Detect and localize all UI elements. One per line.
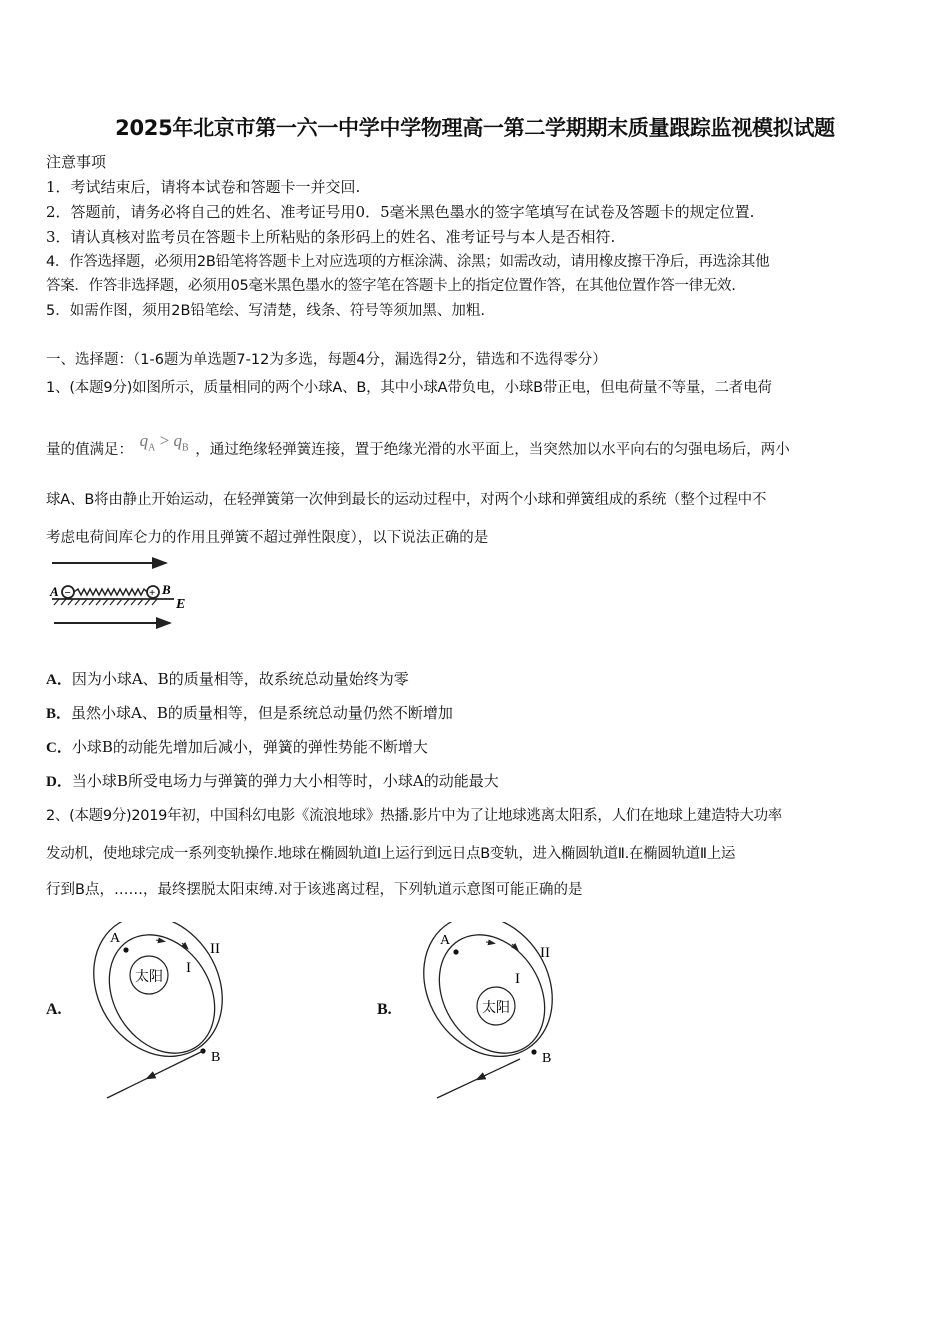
point-a: [453, 949, 458, 954]
svg-text:B: B: [542, 1051, 552, 1066]
question-1-line-2-start: 量的值满足：: [46, 442, 133, 458]
notice-heading: 注意事项: [46, 153, 107, 171]
svg-text:A: A: [110, 931, 121, 946]
question-1-line-2-end: ，通过绝缘轻弹簧连接，置于绝缘光滑的水平面上，当突然加以水平向右的匀强电场后，两小: [195, 442, 790, 458]
svg-text:A: A: [50, 584, 59, 599]
svg-text:I: I: [186, 960, 191, 976]
orbit-diagram-b: [420, 922, 570, 1104]
svg-text:I: I: [515, 971, 520, 987]
svg-text:太阳: 太阳: [482, 1001, 510, 1016]
q1-option-a[interactable]: A．因为小球A、B的质量相等，故系统总动量始终为零: [46, 670, 409, 688]
question-2-line-1: 2、(本题9分)2019年初，中国科幻电影《流浪地球》热播.影片中为了让地球逃离太阳系，人们在地球上建造特大功率: [46, 808, 782, 824]
question-2-line-2: 发动机，使地球完成一系列变轨操作.地球在椭圆轨道Ⅰ上运行到远日点B变轨，进入椭圆轨道Ⅱ.在椭圆轨道Ⅱ上运: [46, 846, 736, 862]
spring-field-diagram: [44, 556, 204, 634]
svg-text:A: A: [440, 933, 451, 948]
q1-option-d[interactable]: D．当小球B所受电场力与弹簧的弹力大小相等时，小球A的动能最大: [46, 772, 499, 790]
notice-item-1: 1．考试结束后，请将本试卷和答题卡一并交回.: [46, 178, 361, 196]
section-heading: 一、选择题：（1-6题为单选题7-12为多选，每题4分，漏选得2分，错选和不选得零分）: [46, 352, 607, 368]
spring: [74, 589, 147, 595]
question-1-line-1: 1、(本题9分)如图所示，质量相同的两个小球A、B，其中小球A带负电，小球B带正电，但电荷量不等量，二者电荷: [46, 380, 772, 396]
page-title: 2025年北京市第一六一中学中学物理高一第二学期期末质量跟踪监视模拟试题: [115, 116, 835, 140]
question-1-line-3: 球A、B将由静止开始运动，在轻弹簧第一次伸到最长的运动过程中，对两个小球和弹簧组成的系统（整个过程中不: [46, 492, 767, 508]
svg-text:II: II: [210, 941, 220, 957]
svg-text:B: B: [162, 582, 171, 597]
q2-option-a-label[interactable]: A.: [46, 1001, 62, 1018]
svg-text:−: −: [64, 587, 71, 599]
question-2-line-3: 行到B点，……，最终摆脱太阳束缚.对于该逃离过程，下列轨道示意图可能正确的是: [46, 882, 583, 898]
notice-item-4: 4．作答选择题，必须用2B铅笔将答题卡上对应选项的方框涂满、涂黑；如需改动，请用橡皮擦干净后，再选涂其他: [46, 254, 770, 270]
charge-formula: $q_A > q_B$: [139, 431, 189, 454]
notice-item-2: 2．答题前，请务必将自己的姓名、准考证号用0．5毫米黑色墨水的签字笔填写在试卷及答题卡的规定位置.: [46, 203, 755, 221]
orbit-diagram-a: [90, 922, 240, 1104]
q2-option-b-label[interactable]: B.: [377, 1001, 392, 1018]
svg-text:II: II: [540, 945, 550, 961]
notice-item-5: 5．如需作图，须用2B铅笔绘、写清楚，线条、符号等须加黑、加粗.: [46, 303, 486, 319]
ground-hatch: [54, 599, 157, 605]
q1-option-b[interactable]: B．虽然小球A、B的质量相等，但是系统总动量仍然不断增加: [46, 704, 453, 722]
point-a: [123, 947, 128, 952]
svg-text:+: +: [149, 587, 156, 599]
notice-item-4-cont: 答案．作答非选择题，必须用05毫米黑色墨水的签字笔在答题卡上的指定位置作答，在其他位置作答一律无效.: [46, 278, 736, 294]
notice-item-3: 3．请认真核对监考员在答题卡上所粘贴的条形码上的姓名、准考证号与本人是否相符.: [46, 228, 616, 246]
svg-text:E: E: [176, 597, 186, 612]
svg-text:B: B: [211, 1050, 221, 1065]
question-1-line-4: 考虑电荷间库仑力的作用且弹簧不超过弹性限度），以下说法正确的是: [46, 530, 489, 546]
point-b: [531, 1049, 536, 1054]
escape-path: [437, 1059, 520, 1098]
q1-option-c[interactable]: C．小球B的动能先增加后减小，弹簧的弹性势能不断增大: [46, 738, 428, 756]
question-1-line-2: [46, 431, 790, 461]
svg-text:太阳: 太阳: [135, 970, 163, 985]
